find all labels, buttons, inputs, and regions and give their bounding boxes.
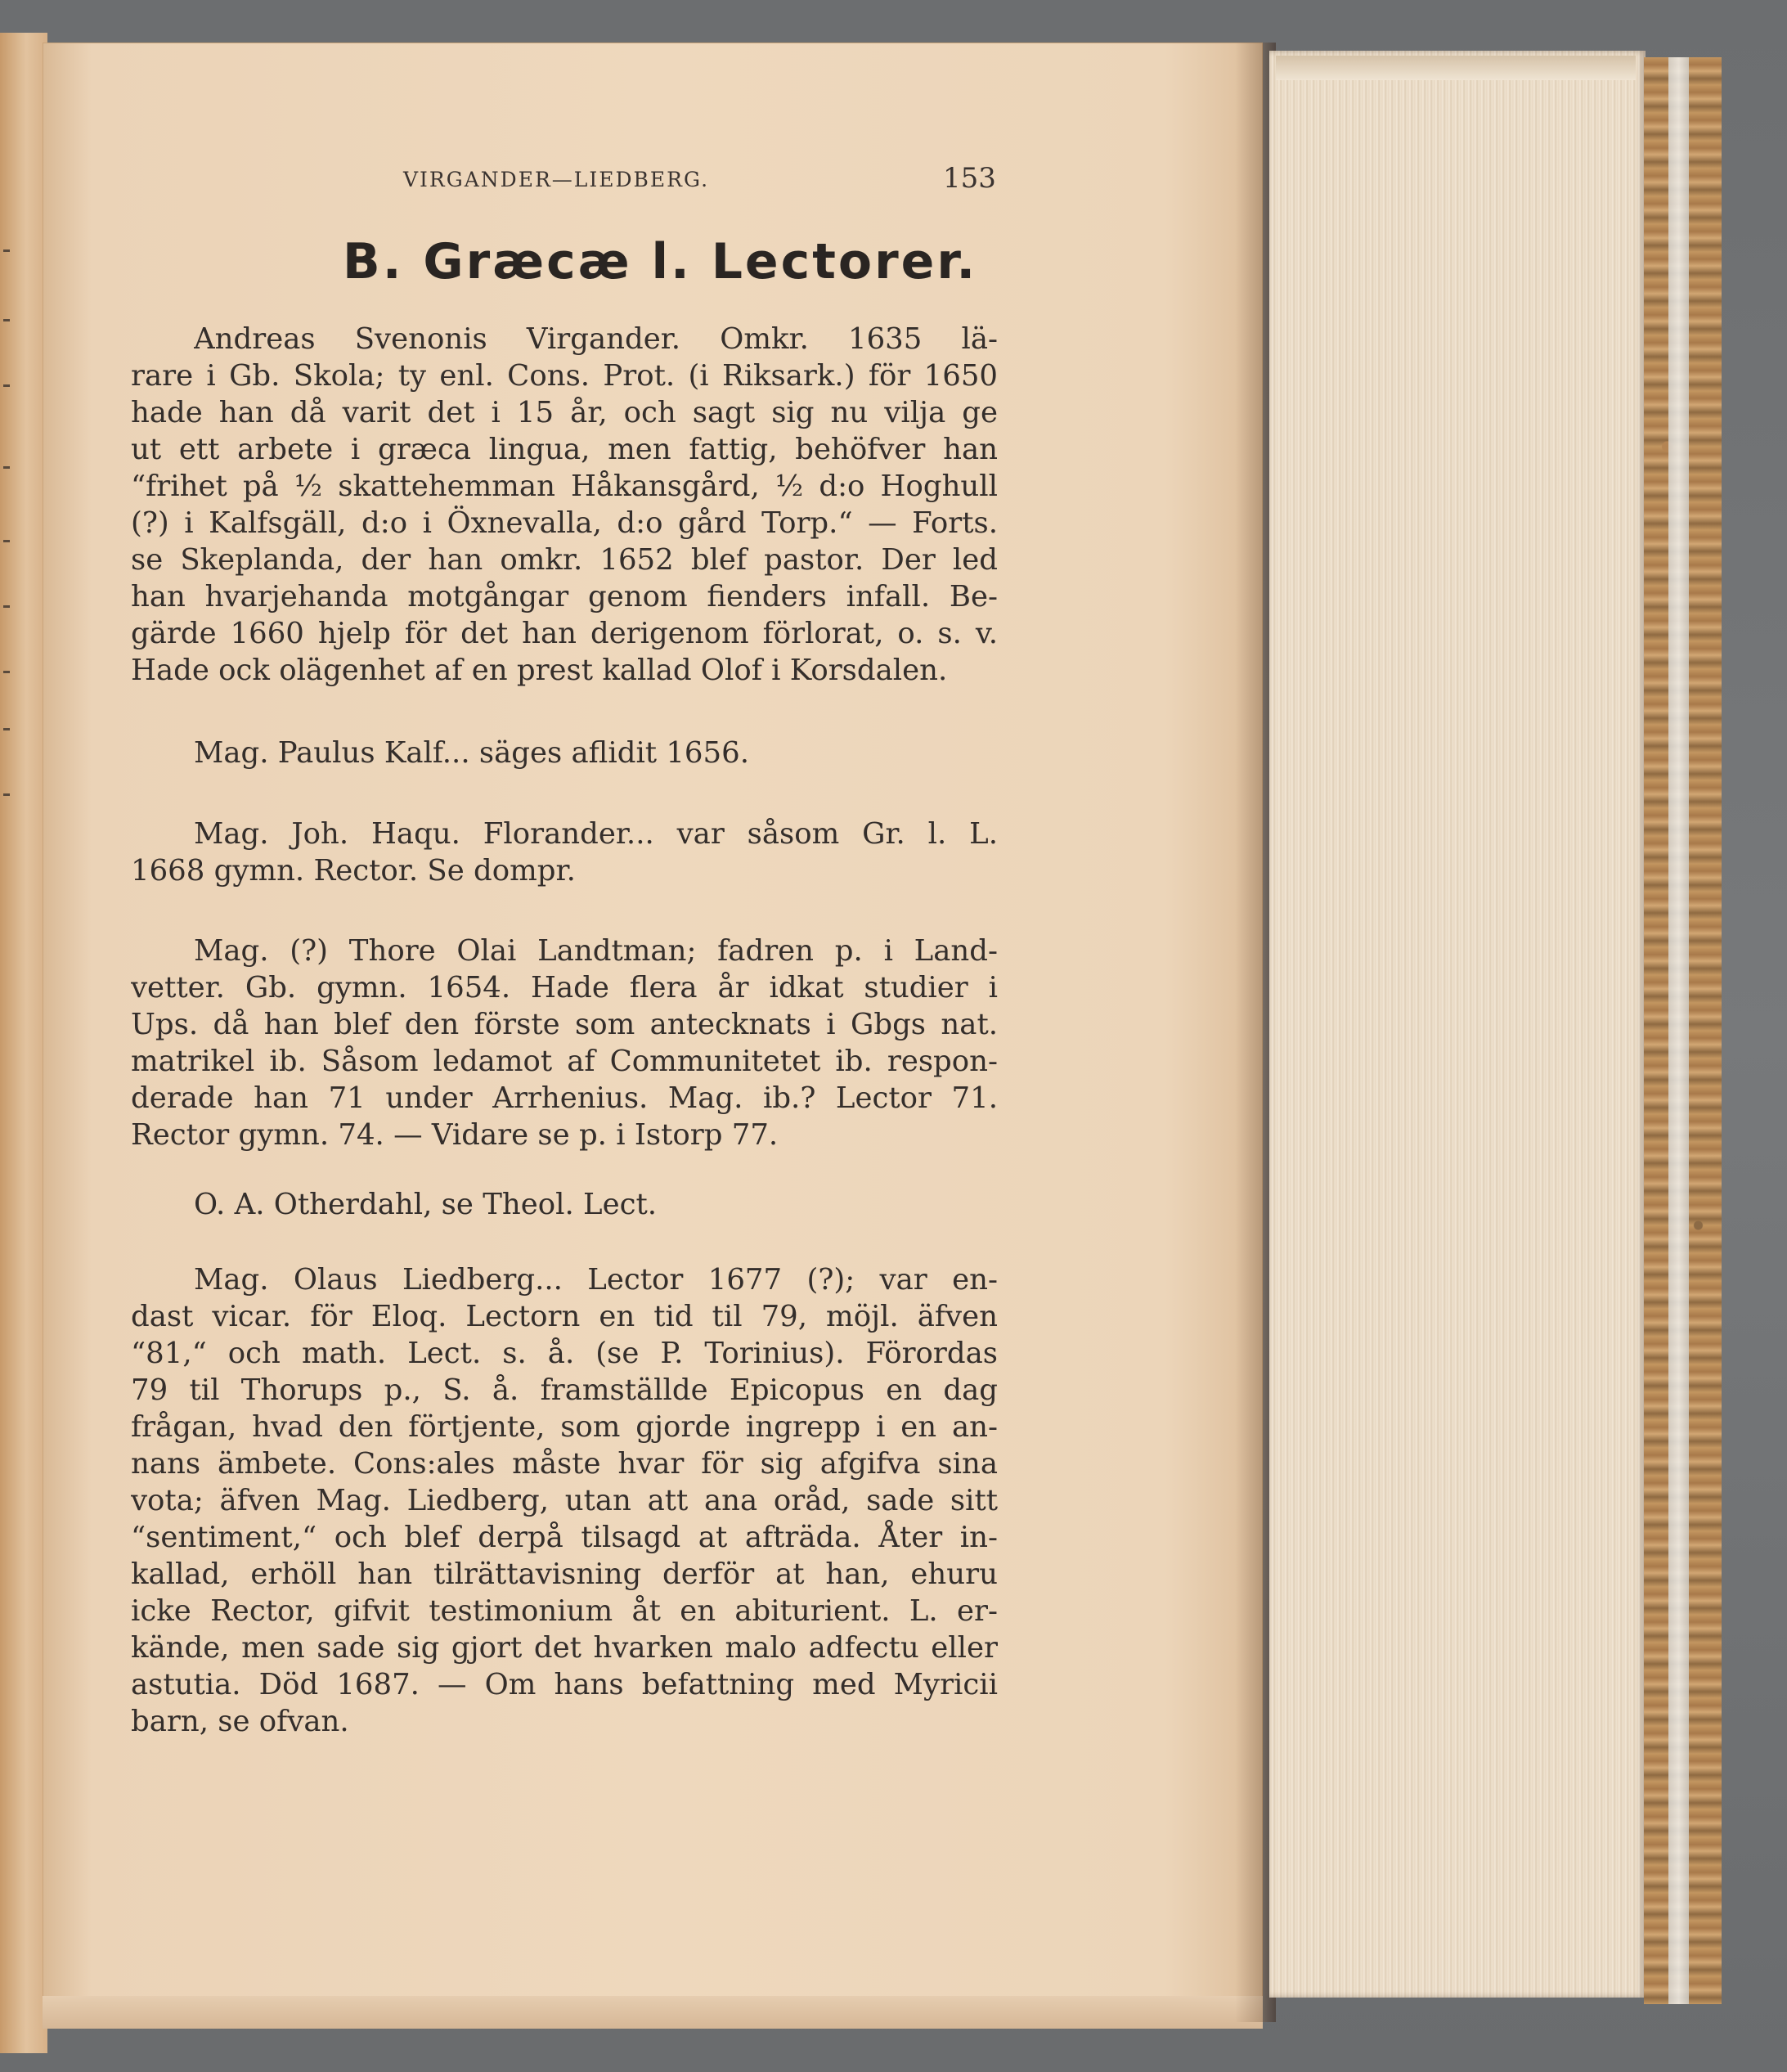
page-block-top — [1276, 56, 1636, 80]
text-line: barn, se ofvan. — [131, 1705, 349, 1738]
text-line: Mag. Paulus Kalf... säges aflidit 1656. — [194, 736, 749, 770]
text-line: hade han då varit det i 15 år, och sagt sig nu vilja ge — [131, 396, 998, 429]
text-line: Mag. Olaus Liedberg... Lector 1677 (?); var en- — [194, 1263, 998, 1297]
text-line: 1668 gymn. Rector. Se dompr. — [131, 854, 576, 888]
text-line: “sentiment,“ och blef derpå tilsagd at afträda. Åter in- — [131, 1521, 998, 1554]
text-line: vetter. Gb. gymn. 1654. Hade flera år idkat studier i — [131, 971, 998, 1005]
text-line: kallad, erhöll han tilrättavisning derför at han, ehuru — [131, 1557, 998, 1591]
text-line: dast vicar. för Eloq. Lectorn en tid til 79, möjl. äfven — [131, 1300, 998, 1333]
page-bottom-edge — [43, 1996, 1263, 2029]
text-line: nans ämbete. Cons:ales måste hvar för sig afgifva sina — [131, 1447, 998, 1481]
text-line: 79 til Thorups p., S. å. framställde Epicopus en dag — [131, 1373, 998, 1407]
text-line: derade han 71 under Arrhenius. Mag. ib.? Lector 71. — [131, 1081, 998, 1115]
text-line: (?) i Kalfsgäll, d:o i Öxnevalla, d:o gård Torp.“ — Forts. — [131, 506, 998, 540]
previous-page-edge — [0, 33, 47, 2053]
text-line: han hvarjehanda motgångar genom fienders infall. Be- — [131, 580, 998, 614]
text-line: Mag. (?) Thore Olai Landtman; fadren p. i Land- — [194, 934, 998, 968]
text-line: rare i Gb. Skola; ty enl. Cons. Prot. (i Riksark.) för 1650 — [131, 359, 998, 393]
text-line: O. A. Otherdahl, se Theol. Lect. — [194, 1188, 658, 1221]
text-line: Ups. då han blef den förste som antecknats i Gbgs nat. — [131, 1008, 998, 1041]
text-line: kände, men sade sig gjort det hvarken malo adfectu eller — [131, 1631, 998, 1665]
text-line: astutia. Död 1687. — Om hans befattning med Myricii — [131, 1668, 998, 1701]
text-line: “frihet på ½ skattehemman Håkansgård, ½ d:o Hoghull — [131, 470, 998, 503]
running-head: VIRGANDER—LIEDBERG. — [403, 168, 710, 191]
text-line: ut ett arbete i græca lingua, men fattig, behöfver han — [131, 433, 998, 466]
text-line: Hade ock olägenhet af en prest kallad Olof i Korsdalen. — [131, 654, 948, 687]
text-line: Andreas Svenonis Virgander. Omkr. 1635 lä- — [194, 322, 998, 356]
text-line: gärde 1660 hjelp för det han derigenom förlorat, o. s. v. — [131, 617, 998, 650]
cover-binding-strip — [1668, 57, 1689, 2004]
text-line: icke Rector, gifvit testimonium åt en abiturient. L. er- — [131, 1594, 998, 1628]
section-title: B. Græcæ l. Lectorer. — [343, 233, 978, 290]
text-line: se Skeplanda, der han omkr. 1652 blef pastor. Der led — [131, 543, 998, 577]
text-line: frågan, hvad den förtjente, som gjorde ingrepp i en an- — [131, 1410, 998, 1444]
text-line: vota; äfven Mag. Liedberg, utan att ana oråd, sade sitt — [131, 1484, 998, 1517]
text-line: Rector gymn. 74. — Vidare se p. i Istorp 77. — [131, 1118, 779, 1152]
text-line: “81,“ och math. Lect. s. å. (se P. Torinius). Förordas — [131, 1337, 998, 1370]
text-line: Mag. Joh. Haqu. Florander... var såsom Gr. l. L. — [194, 817, 998, 851]
stacked-page-edges — [1269, 51, 1646, 1998]
text-line: matrikel ib. Såsom ledamot af Communitetet ib. respon- — [131, 1045, 998, 1078]
page-number: 153 — [943, 162, 996, 195]
